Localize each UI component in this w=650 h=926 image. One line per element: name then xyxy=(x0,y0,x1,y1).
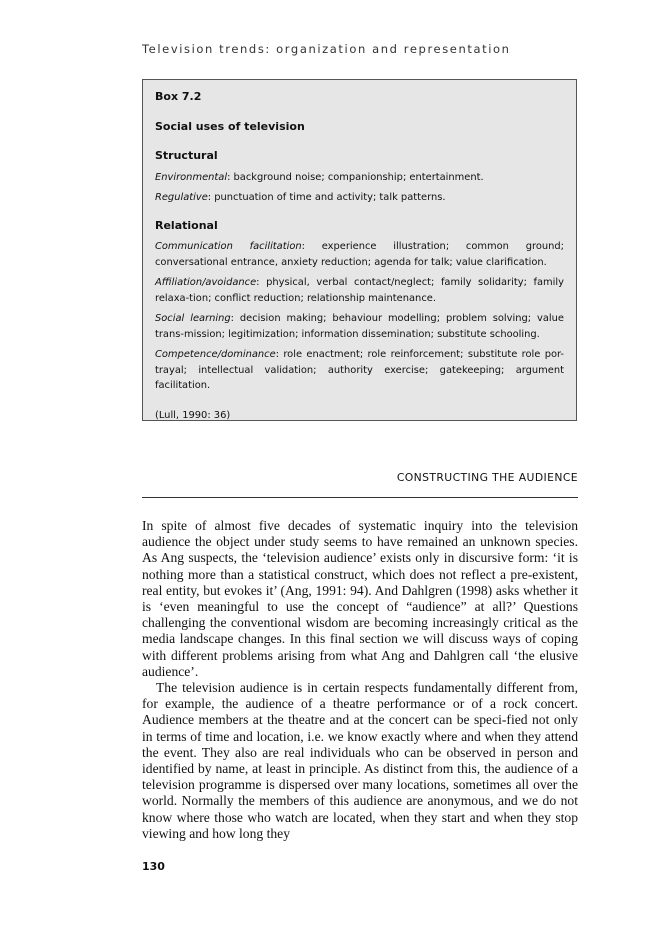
entry-text: : role enactment; role reinforcement; substitute role por-trayal; intellectual validation; authority exercise; gatekeeping; argument facilitation. xyxy=(155,349,564,391)
group-heading-relational: Relational xyxy=(155,218,218,232)
box-social-uses xyxy=(142,79,577,421)
entry-term: Social learning xyxy=(155,313,231,324)
paragraph-2: The television audience is in certain respects fundamentally different from, for example, the audience of a theatre performance or of a rock concert. Audience members at the theatre and at the concert can be speci-fied not only in terms of time and location, i.e. we know exactly where and when they attend the event. They also are real individuals who can be observed in person and identified by name, at least in principle. As distinct from this, the audience of a television programme is dispersed over many locations, sometimes all over the world. Normally the members of this audience are anonymous, and we do not know where those who watch are located, when they start and when they stop viewing and how long they xyxy=(142,680,578,841)
box-label: Box 7.2 xyxy=(155,90,202,103)
box-title: Social uses of television xyxy=(155,119,305,133)
running-head: Television trends: organization and representation xyxy=(142,42,511,56)
entry-environmental xyxy=(155,170,564,186)
entry-text: : punctuation of time and activity; talk patterns. xyxy=(207,192,446,203)
page-number: 130 xyxy=(142,860,165,873)
entry-text: : decision making; behaviour modelling; problem solving; value trans-mission; legitimization; information dissemination; substitute schooling. xyxy=(155,313,564,340)
entry-communication-facilitation xyxy=(155,239,564,270)
section-rule xyxy=(142,497,578,498)
entry-text: : experience illustration; common ground; conversational entrance, anxiety reduction; agenda for talk; value clarification. xyxy=(155,241,564,268)
entry-regulative xyxy=(155,190,564,206)
entry-competence-dominance xyxy=(155,347,564,394)
entry-term: Competence/dominance xyxy=(155,349,276,360)
paragraph-1: In spite of almost five decades of systematic inquiry into the television audience the object under study seems to have remained an unknown species. As Ang suspects, the ‘television audience’ exists only in discursive form: ‘it is nothing more than a statistical construct, which does not reflect a pre-existent, real entity, but evokes it’ (Ang, 1991: 94). And Dahlgren (1998) asks whether it is ‘even meaningful to use the concept of “audience” at all?’ Questions challenging the conventional wisdom are becoming increasingly critical as the media landscape changes. In this final section we will discuss ways of coping with different problems arising from what Ang and Dahlgren call ‘the elusive audience’. xyxy=(142,518,578,679)
box-citation: (Lull, 1990: 36) xyxy=(155,409,231,421)
group-heading-structural: Structural xyxy=(155,149,218,162)
section-heading: CONSTRUCTING THE AUDIENCE xyxy=(396,471,578,484)
entry-affiliation-avoidance xyxy=(155,275,564,306)
entry-text: : physical, verbal contact/neglect; family solidarity; family relaxa-tion; conflict reduction; relationship maintenance. xyxy=(155,277,564,304)
entry-text: : background noise; companionship; entertainment. xyxy=(227,171,484,183)
entry-social-learning xyxy=(155,311,564,342)
entry-term: Regulative xyxy=(155,192,208,203)
entry-term: Environmental xyxy=(155,171,228,183)
entry-term: Communication facilitation xyxy=(155,241,302,252)
entry-term: Affiliation/avoidance xyxy=(155,277,257,288)
body-text xyxy=(142,518,578,842)
